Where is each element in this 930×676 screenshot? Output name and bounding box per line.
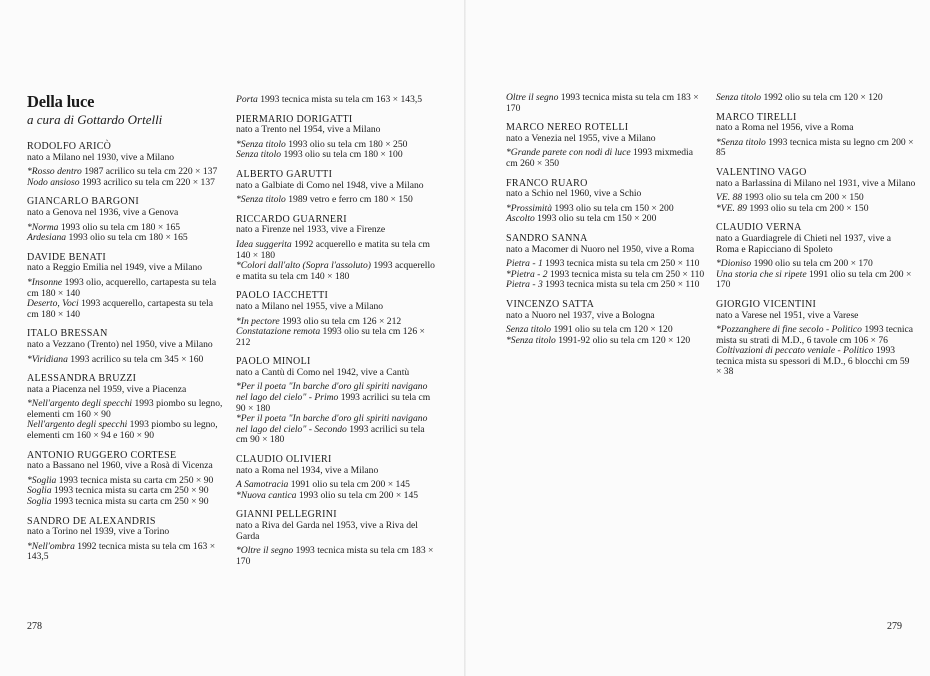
section-subtitle: a cura di Gottardo Ortelli [27,112,163,127]
artwork-details: 1993 olio su tela cm 200 × 150 [742,192,864,204]
artist-entry [236,115,436,161]
artwork-details: 1993 acquerello, cartapesta su tela cm 180 × 140 [27,298,213,320]
artwork-details: 1993 acrilici su tela cm 90 × 180 [236,392,431,414]
artist-name: ITALO BRESSAN [27,328,108,340]
artist-entry [27,197,227,243]
artwork-details: 1991-92 olio su tela cm 120 × 120 [555,334,691,346]
artist-entry [716,223,916,291]
artwork-line [236,261,436,282]
artwork-title: Soglia [27,496,52,508]
artwork-title: *Soglia [27,474,57,486]
artist-bio: nato a Reggio Emilia nel 1949, vive a Milano [27,262,203,274]
artwork-details: 1992 tecnica mista su tela cm 163 × 143,5 [27,540,216,563]
artwork-title: Porta [236,94,258,105]
artwork-title: *Colori dall'alto (Sopra l'assoluto) [236,260,371,272]
artist-entry [27,253,227,321]
artwork-title: *Oltre il segno [236,545,294,557]
artist-entry [506,93,706,114]
artwork-details: 1993 olio su tela cm 150 × 200 [534,213,657,225]
artist-entry [236,170,436,206]
artwork-line [236,414,436,446]
artist-bio: nato a Vezzano (Trento) nel 1950, vive a Milano [27,338,213,350]
column-1 [27,93,227,572]
artwork-details: 1987 acrilico su tela cm 220 × 137 [81,166,218,178]
artwork-details: 1993 piombo su legno, elementi cm 160 × 94 e 160 × 90 [27,419,218,442]
artwork-line [236,546,436,567]
artist-entry [716,113,916,159]
artwork-details: 1993 tecnica mista su carta cm 250 × 90 [51,485,209,497]
artwork-details: 1993 olio su tela cm 150 × 200 [552,202,674,214]
artwork-line [716,270,916,291]
artwork-line [27,542,227,563]
artist-bio: nato a Roma nel 1956, vive a Roma [716,122,854,134]
artwork-line [716,325,916,346]
artwork-line [236,382,436,414]
artist-entry [716,168,916,214]
artwork-details: 1991 olio su tela cm 200 × 145 [288,479,410,491]
artwork-title: Deserto, Voci [27,298,79,310]
artwork-title: Constatazione remota [236,326,321,338]
artwork-title: *Grande parete con nodi di luce [506,147,631,159]
page-number-left: 278 [27,621,42,632]
artwork-line [27,497,227,508]
artwork-details: 1993 olio su tela cm 126 × 212 [236,326,425,348]
artwork-title: Ascolto [506,213,535,225]
artwork-title: Pietra - 1 [506,258,543,270]
artwork-title: *Senza titolo [716,136,766,148]
column-3 [506,93,706,355]
artist-bio: nata a Piacenza nel 1959, vive a Piacenza [27,383,187,395]
artwork-line [236,240,436,261]
artwork-line [27,355,227,366]
artwork-details: 1993 acrilici su tela cm 90 × 180 [236,423,425,446]
artwork-line [236,95,436,106]
artist-entry [716,300,916,378]
artwork-line [506,148,706,169]
artist-name: ALESSANDRA BRUZZI [27,373,137,385]
artwork-title: *Senza titolo [506,334,556,346]
artwork-details: 1993 olio su tela cm 180 × 165 [58,221,181,233]
artwork-line [27,233,227,244]
artwork-details: 1993 tecnica mista su tela cm 250 × 110 [542,279,700,291]
artwork-details: 1990 olio su tela cm 200 × 170 [751,258,873,270]
artwork-line [506,214,706,225]
artwork-title: Coltivazioni di peccato veniale - Politico [716,345,874,357]
artwork-title: *VE. 89 [716,202,747,214]
artist-name: GIANNI PELLEGRINI [236,509,337,521]
artist-bio: nato a Firenze nel 1933, vive a Firenze [236,224,386,236]
artist-name: MARCO NEREO ROTELLI [506,122,629,134]
artist-entry [236,95,436,106]
artwork-details: 1993 olio su tela cm 180 × 165 [66,232,188,244]
artist-bio: nato a Venezia nel 1955, vive a Milano [506,132,656,144]
artwork-line [236,150,436,161]
artist-name: MARCO TIRELLI [716,111,797,123]
artwork-details: 1992 acquerello e matita su tela cm 140 × 180 [236,238,430,261]
artwork-title: *Nell'ombra [27,540,75,552]
artwork-title: *Senza titolo [236,138,286,150]
artwork-details: 1989 vetro e ferro cm 180 × 150 [285,194,413,206]
artist-bio: nato a Barlassina di Milano nel 1931, vive a Milano [716,177,916,189]
artwork-title: Pietra - 3 [506,279,543,291]
artwork-line [27,299,227,320]
artwork-title: *Senza titolo [236,194,286,206]
artist-bio: nato a Genova nel 1936, vive a Genova [27,206,179,218]
artist-bio: nato a Nuoro nel 1937, vive a Bologna [506,309,655,321]
artwork-title: *Nell'argento degli specchi [27,398,133,410]
artist-name: VALENTINO VAGO [716,166,807,178]
artist-bio: nato a Milano nel 1955, vive a Milano [236,300,384,312]
artwork-title: VE. 88 [716,192,743,204]
artwork-details: 1993 tecnica mista su legno cm 200 × 85 [716,136,914,159]
artist-bio: nato a Milano nel 1930, vive a Milano [27,151,175,163]
artwork-details: 1993 mixmedia cm 260 × 350 [506,147,693,169]
artwork-title: Ardesiana [27,232,67,244]
artwork-details: 1993 olio, acquerello, cartapesta su tela cm 180 × 140 [27,276,217,299]
artist-name: ANTONIO RUGGERO CORTESE [27,449,177,461]
artwork-details: 1993 tecnica mista su tela cm 183 × 170 [506,92,699,114]
artist-name: CLAUDIO OLIVIERI [236,454,332,466]
artwork-title: *Per il poeta "In barche d'oro gli spiriti navigano nel lago del cielo" - Primo [236,381,428,404]
artist-bio: nato a Riva del Garda nel 1953, vive a Riva del Garda [236,520,418,542]
artist-entry [236,510,436,567]
artwork-details: 1993 acrilico su tela cm 345 × 160 [67,353,204,365]
artist-name: SANDRO SANNA [506,232,588,244]
column-2 [236,95,436,576]
artwork-title: *In pectore [236,315,280,327]
artist-name: GIANCARLO BARGONI [27,196,140,208]
artwork-details: 1993 tecnica mista su tela cm 183 × 170 [236,545,434,567]
artist-bio: nato a Roma nel 1934, vive a Milano [236,464,379,476]
artist-entry [506,300,706,346]
artwork-line [236,327,436,348]
artist-entry [236,357,436,446]
artwork-title: *Nuova cantica [236,489,297,501]
artist-entry [27,517,227,563]
artwork-title: *Viridiana [27,353,68,365]
artwork-details: 1993 tecnica mista su carta cm 250 × 90 [51,496,209,508]
artist-bio: nato a Bassano nel 1960, vive a Rosà di Vicenza [27,460,213,472]
artist-bio: nato a Macomer di Nuoro nel 1950, vive a Roma [506,243,695,255]
artist-name: PAOLO IACCHETTI [236,290,329,302]
artwork-title: A Samotracia [236,479,289,491]
artist-entry [236,455,436,501]
artwork-title: Idea suggerita [236,238,292,250]
artist-bio: nato a Guardiagrele di Chieti nel 1937, vive a Roma e Rapicciano di Spoleto [716,232,892,255]
artist-bio: nato a Cantù di Como nel 1942, vive a Cantù [236,366,410,378]
artwork-details: 1991 olio su tela cm 120 × 120 [551,324,673,336]
artwork-line [506,280,706,291]
artist-name: RODOLFO ARICÒ [27,141,112,152]
artwork-line [27,278,227,299]
artwork-details: 1991 olio su tela cm 200 × 170 [716,268,912,291]
artwork-title: Oltre il segno [506,92,559,103]
artwork-details: 1993 tecnica mista su strati di M.D., 6 tavole cm 106 × 76 [716,324,914,346]
artist-entry [716,93,916,104]
artist-entry [236,215,436,283]
artwork-title: Nodo ansioso [27,176,80,188]
artwork-line [716,138,916,159]
artwork-details: 1993 tecnica mista su tela cm 250 × 110 [547,268,705,280]
artist-name: FRANCO RUARO [506,177,588,189]
artist-entry [27,142,227,188]
artwork-details: 1993 olio su tela cm 200 × 145 [296,489,419,501]
artist-entry [27,451,227,508]
artist-name: SANDRO DE ALEXANDRIS [27,515,156,527]
artwork-details: 1993 tecnica mista su spessori di M.D., 6 blocchi cm 59 × 38 [716,345,910,378]
artwork-title: Una storia che si ripete [716,268,807,280]
artwork-line [236,491,436,502]
artist-entry [506,179,706,225]
artist-entry [27,374,227,442]
artist-name: VINCENZO SATTA [506,298,595,310]
artwork-details: 1993 olio su tela cm 126 × 212 [279,315,402,327]
artist-name: GIORGIO VICENTINI [716,298,817,310]
artist-entry [236,291,436,348]
artwork-details: 1993 olio su tela cm 180 × 100 [281,149,403,161]
artwork-details: 1993 acquerello e matita su tela cm 140 × 180 [236,260,435,282]
artist-name: ALBERTO GARUTTI [236,168,333,180]
artist-bio: nato a Varese nel 1951, vive a Varese [716,309,859,321]
artwork-details: 1993 tecnica mista su tela cm 163 × 143,5 [257,94,423,105]
artwork-details: 1993 piombo su legno, elementi cm 160 × 90 [27,398,223,420]
page-number-right: 279 [887,621,902,632]
artist-bio: nato a Torino nel 1939, vive a Torino [27,526,170,538]
artwork-title: *Dioniso [716,258,752,270]
artwork-title: *Norma [27,221,59,233]
artwork-details: 1993 tecnica mista su carta cm 250 × 90 [56,474,214,486]
artwork-title: *Pozzanghere di fine secolo - Politico [716,324,862,336]
artwork-line [27,399,227,420]
artwork-line [716,204,916,215]
artwork-title: *Rosso dentro [27,166,82,178]
artist-entry [506,123,706,169]
artwork-title: Senza titolo [506,324,552,336]
artwork-details: 1993 acrilico su tela cm 220 × 137 [79,176,215,188]
artist-bio: nato a Schio nel 1960, vive a Schio [506,188,642,200]
artwork-details: 1993 olio su tela cm 200 × 150 [746,202,869,214]
artist-bio: nato a Galbiate di Como nel 1948, vive a Milano [236,179,424,191]
artist-name: DAVIDE BENATI [27,251,106,263]
artwork-line [716,346,916,378]
artwork-line [27,178,227,189]
section-title: Della luce [27,92,95,111]
column-4 [716,93,916,387]
artwork-title: Senza titolo [716,92,762,103]
artist-bio: nato a Trento nel 1954, vive a Milano [236,124,381,136]
artist-name: PAOLO MINOLI [236,356,311,368]
artist-name: PIERMARIO DORIGATTI [236,113,353,125]
artwork-title: Nell'argento degli specchi [27,419,128,431]
artwork-line [236,195,436,206]
artwork-title: *Prossimità [506,202,553,214]
artwork-title: *Insonne [27,276,63,288]
book-gutter [464,0,466,676]
artwork-line [716,93,916,104]
artwork-details: 1993 olio su tela cm 180 × 250 [285,138,408,150]
artwork-line [27,420,227,441]
artwork-details: 1992 olio su tela cm 120 × 120 [761,92,883,103]
artwork-details: 1993 tecnica mista su tela cm 250 × 110 [542,258,700,270]
artist-name: RICCARDO GUARNERI [236,213,347,225]
artwork-line [506,336,706,347]
artwork-title: Soglia [27,485,52,497]
artwork-title: Senza titolo [236,149,282,161]
artist-name: CLAUDIO VERNA [716,222,802,234]
artwork-title: *Pietra - 2 [506,268,548,280]
artist-entry [506,234,706,291]
artwork-line [506,93,706,114]
artwork-title: *Per il poeta "In barche d'oro gli spiriti navigano nel lago del cielo" - Secondo [236,413,428,435]
artist-entry [27,329,227,365]
